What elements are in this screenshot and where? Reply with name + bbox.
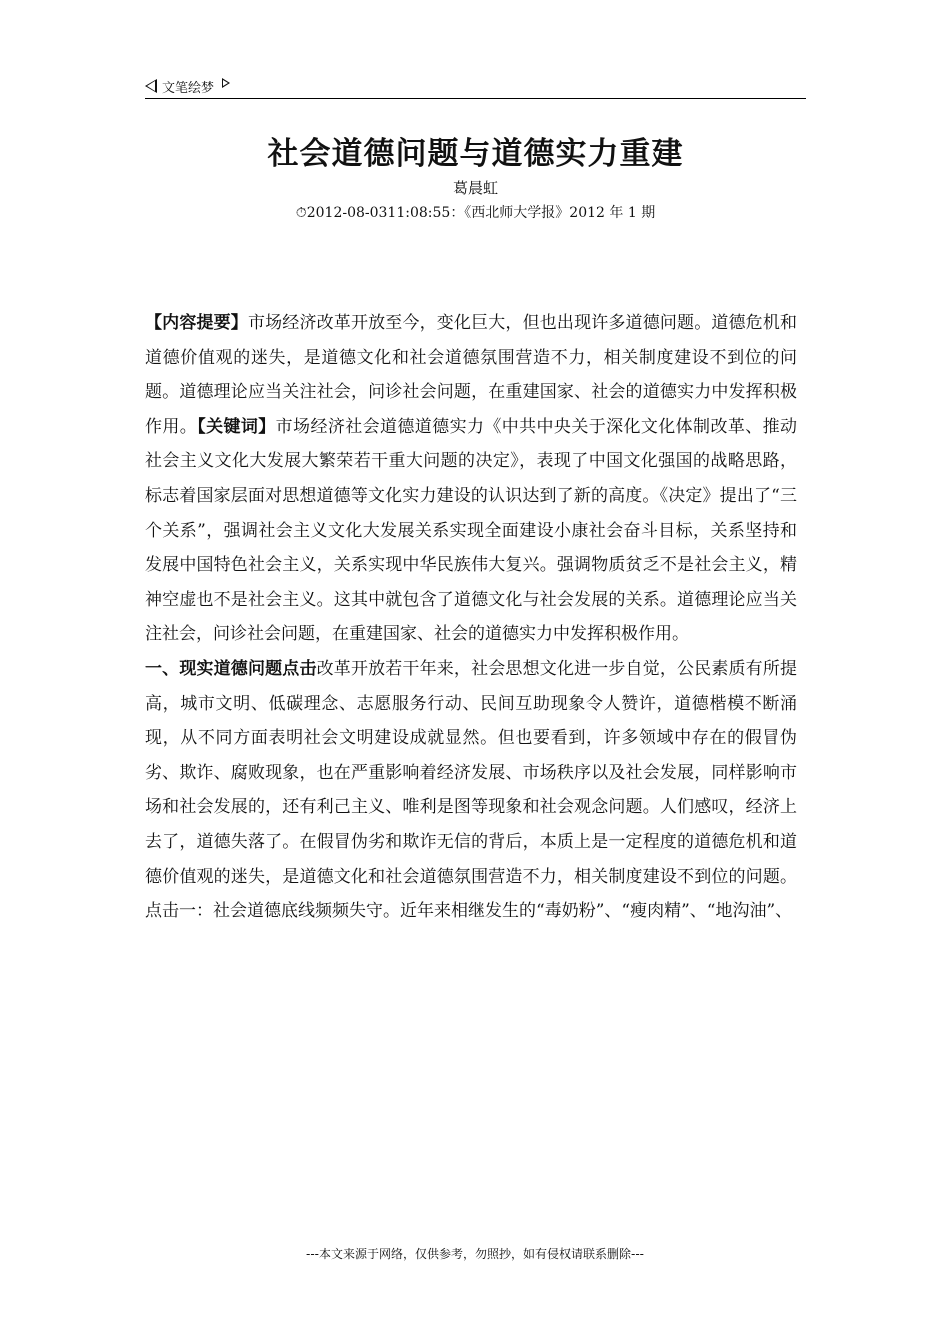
abstract-text: 市场经济改革开放至今，变化巨大，但也出现许多道德问题。道德危机和道德价值观的迷失，是道德文化和社会道德氛围营造不力，相关制度建设不到位的问题。道德理论应当关注社会，问诊社会问题，在重建国家、社会的道德实力中发挥积极作用。 <box>145 313 798 437</box>
header-brand: 文笔绘梦 <box>162 80 215 96</box>
section1-text: 改革开放若干年来，社会思想文化进一步自觉，公民素质有所提高，城市文明、低碳理念、志愿服务行动、民间互助现象令人赞许，道德楷模不断涌现，从不同方面表明社会文明建设成就显然。但也要看到，许多领域中存在的假冒伪劣、欺诈、腐败现象，也在严重影响着经济发展、市场秩序以及社会发展，同样影响市场和社会发展的，还有利己主义、唯利是图等现象和社会观念问题。人们感叹，经济上去了，道德失落了。在假冒伪劣和欺诈无信的背后，本质上是一定程度的道德危机和道德价值观的迷失，是道德文化和社会道德氛围营造不力，相关制度建设不到位的问题。点击一：社会道德底线频频失守。近年来相继发生的“毒奶粉”、“瘦肉精”、“地沟油”、 <box>145 658 798 922</box>
article-title: 社会道德问题与道德实力重建 <box>267 136 684 172</box>
section1-heading: 一、现实道德问题点击 <box>145 658 317 679</box>
keywords-text: 市场经济社会道德道德实力《中共中央关于深化文化体制改革、推动社会主义文化大发展大繁荣若干重大问题的决定》，表现了中国文化强国的战略思路，标志着国家层面对思想道德等文化实力建设的认识达到了新的高度。《决定》提出了“三个关系”，强调社会主义文化大发展关系实现全面建设小康社会奋斗目标，关系坚持和发展中国特色社会主义，关系实现中华民族伟大复兴。强调物质贫乏不是社会主义，精神空虚也不是社会主义。这其中就包含了道德文化与社会发展的关系。道德理论应当关注社会，问诊社会问题，在重建国家、社会的道德实力中发挥积极作用。 <box>145 416 798 645</box>
abstract-label: 【内容提要】 <box>145 313 248 333</box>
footer-disclaimer: ---本文来源于网络，仅供参考，勿照抄，如有侵权请联系删除--- <box>306 1247 644 1261</box>
keywords-label: 【关键词】 <box>197 416 276 437</box>
triangle-left-icon <box>145 79 157 93</box>
page-header <box>145 74 806 99</box>
article-meta: ⏱2012-08-0311:08:55：《西北师大学报》2012 年 1 期 <box>295 205 656 221</box>
article-author: 葛晨虹 <box>452 179 498 197</box>
article-body <box>145 306 797 929</box>
triangle-right-icon <box>222 78 230 88</box>
